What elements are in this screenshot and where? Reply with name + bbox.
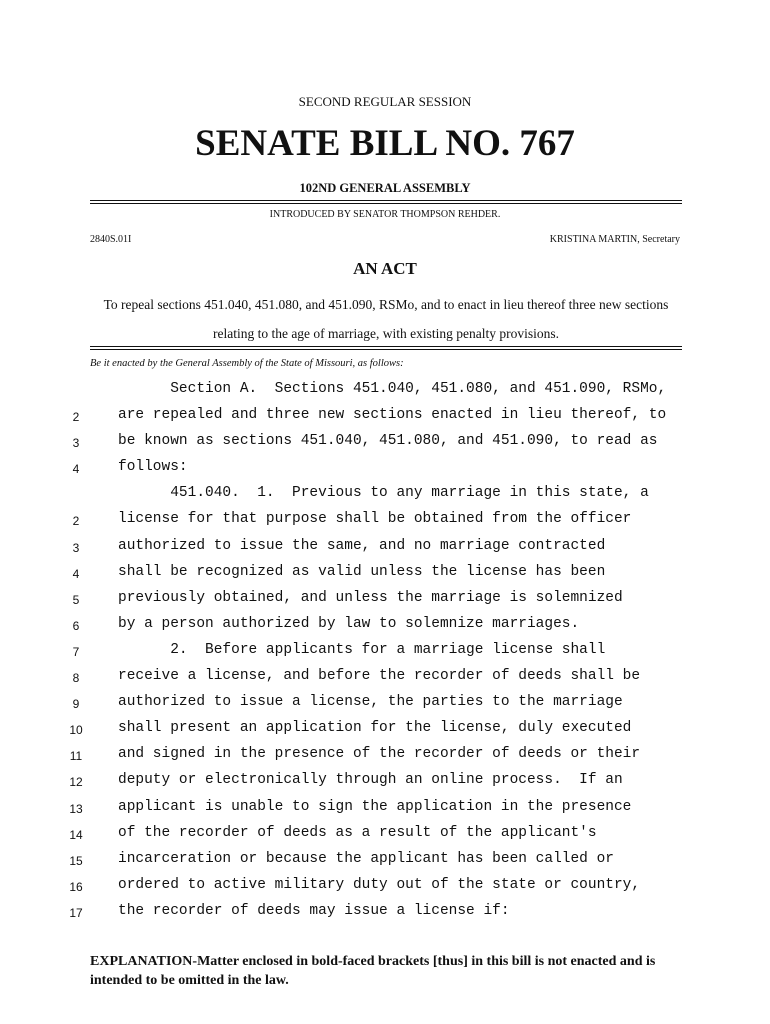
header-divider [90, 200, 682, 204]
line-text: be known as sections 451.040, 451.080, and 451.090, to read as [118, 433, 658, 450]
line-text: receive a license, and before the recorder of deeds shall be [118, 668, 641, 685]
bill-line [0, 483, 770, 509]
bill-line [0, 614, 770, 640]
bill-line [0, 457, 770, 483]
enacting-clause: Be it enacted by the General Assembly of the State of Missouri, as follows: [90, 358, 404, 369]
line-number: 4 [72, 462, 80, 477]
line-number: 8 [72, 671, 80, 686]
line-text: shall present an application for the license, duly executed [118, 720, 632, 737]
line-text: previously obtained, and unless the marriage is solemnized [118, 589, 623, 606]
line-text: and signed in the presence of the recorder of deeds or their [118, 746, 641, 763]
line-number: 7 [72, 644, 80, 659]
line-text: incarceration or because the applicant has been called or [118, 850, 614, 867]
bill-line [0, 431, 770, 457]
line-number: 4 [72, 566, 80, 581]
line-text: are repealed and three new sections enacted in lieu thereof, to [118, 407, 667, 424]
line-number: 6 [72, 618, 80, 633]
document-number: 2840S.01I [90, 234, 132, 245]
bill-line [0, 770, 770, 796]
act-purpose: To repeal sections 451.040, 451.080, and 451.090, RSMo, and to enact in lieu thereof three new sections relating to the age of marriage, with existing penalty provisions. [103, 297, 669, 341]
line-text: shall be recognized as valid unless the license has been [118, 563, 606, 580]
bill-line [0, 562, 770, 588]
bill-line [0, 849, 770, 875]
line-number: 17 [69, 905, 83, 920]
bill-line [0, 405, 770, 431]
line-number: 5 [72, 592, 80, 607]
line-number: 14 [69, 827, 83, 842]
general-assembly-label: 102ND GENERAL ASSEMBLY [299, 181, 471, 195]
line-number: 15 [69, 853, 83, 868]
bill-line [0, 901, 770, 927]
line-number: 2 [72, 410, 80, 425]
line-number: 3 [72, 540, 80, 555]
line-text: authorized to issue a license, the parties to the marriage [118, 694, 623, 711]
bill-line [0, 666, 770, 692]
line-text: deputy or electronically through an online process. If an [118, 772, 623, 789]
line-text: the recorder of deeds may issue a license if: [118, 902, 510, 919]
session-label: SECOND REGULAR SESSION [298, 94, 472, 109]
line-text: Section A. Sections 451.040, 451.080, and 451.090, RSMo, [118, 381, 667, 397]
line-number: 10 [69, 723, 83, 738]
bill-line [0, 718, 770, 744]
line-text: 2. Before applicants for a marriage license shall [118, 641, 606, 658]
line-number: 9 [72, 697, 80, 712]
bill-line [0, 588, 770, 614]
bill-line [0, 797, 770, 823]
secretary-name: KRISTINA MARTIN, Secretary [549, 234, 680, 245]
act-heading: AN ACT [353, 259, 417, 278]
line-number: 2 [72, 514, 80, 529]
line-text: by a person authorized by law to solemnize marriages. [118, 615, 580, 632]
bill-line [0, 823, 770, 849]
line-number: 12 [69, 775, 83, 790]
purpose-divider [90, 346, 682, 350]
line-text: license for that purpose shall be obtained from the officer [118, 511, 632, 528]
line-text: ordered to active military duty out of the state or country, [118, 876, 641, 893]
line-text: 451.040. 1. Previous to any marriage in this state, a [118, 485, 649, 502]
bill-title: SENATE BILL NO. 767 [195, 123, 575, 164]
introduced-by: INTRODUCED BY SENATOR THOMPSON REHDER. [269, 209, 501, 220]
bill-line [0, 692, 770, 718]
bill-line [0, 379, 770, 405]
line-text: applicant is unable to sign the application in the presence [118, 798, 632, 815]
bill-line [0, 509, 770, 535]
bill-line [0, 875, 770, 901]
line-number: 3 [72, 436, 80, 451]
line-text: authorized to issue the same, and no marriage contracted [118, 537, 606, 554]
line-number: 13 [69, 801, 83, 816]
explanation-note: EXPLANATION-Matter enclosed in bold-faced brackets [thus] in this bill is not enacted and is intended to be omitted in the law. [90, 954, 656, 988]
bill-line [0, 640, 770, 666]
line-text: of the recorder of deeds as a result of the applicant's [118, 824, 597, 841]
bill-line [0, 744, 770, 770]
bill-text [0, 379, 770, 927]
line-text: follows: [118, 459, 188, 476]
line-number: 11 [69, 749, 83, 764]
bill-line [0, 536, 770, 562]
line-number: 16 [69, 879, 83, 894]
